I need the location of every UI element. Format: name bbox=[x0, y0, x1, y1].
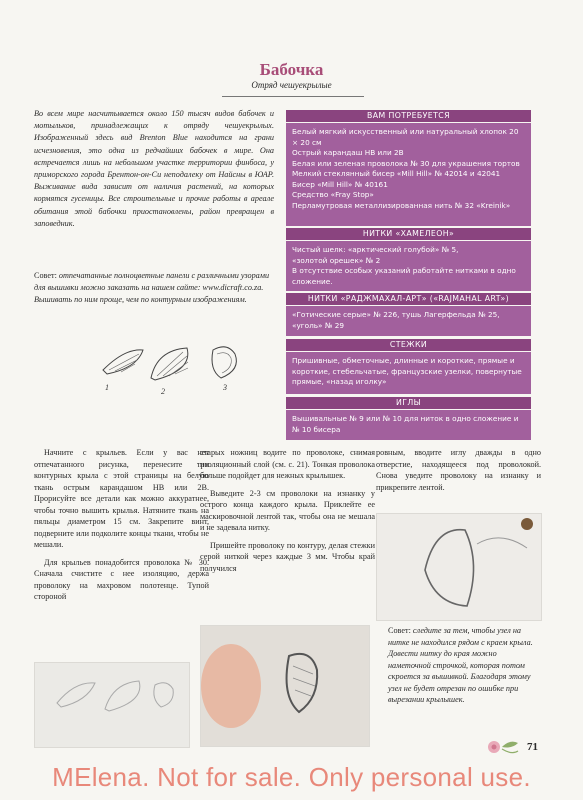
wire-outline-drawing bbox=[201, 626, 371, 748]
tip-top-label: Совет: bbox=[34, 271, 57, 280]
tip-bottom-text: следите за тем, чтобы узел на нитке не находился рядом с краем крыла. Довести нитку до края можно наметочной строчкой, которая потом скроется за вышивкой. Благодаря этому узел не будет отрезан по ошибке при вырезании крылышек. bbox=[388, 626, 533, 704]
stitches-panel bbox=[286, 352, 531, 394]
stitches-item: Пришивные, обметочные, длинные и короткие, прямые и короткие, стебельчатые, французские узелки, повернутые прямые, «назад иголку» bbox=[292, 356, 522, 386]
tip-top bbox=[34, 270, 274, 307]
rajmahal-panel bbox=[286, 306, 531, 336]
materials-item: Острый карандаш НВ или 2В bbox=[292, 148, 404, 157]
needles-item: Вышивальные № 9 или № 10 для ниток в одно сложение и № 10 бисера bbox=[292, 414, 519, 434]
page-number: 71 bbox=[527, 741, 538, 753]
sketch-label-1: 1 bbox=[105, 383, 109, 392]
tip-bottom-label: Совет: bbox=[388, 626, 411, 635]
rajmahal-heading: НИТКИ «РАДЖМАХАЛ-АРТ» («RAJMAHAL ART») bbox=[286, 293, 531, 305]
stitches-heading: СТЕЖКИ bbox=[286, 339, 531, 351]
body-paragraph: Выведите 2-3 см проволоки на изнанку у острого конца каждого крыла. Приклейте ее маскировочной лентой так, чтобы она не мешала и не задевала нитку. bbox=[200, 488, 375, 532]
materials-item: Белый мягкий искусственный или натуральный хлопок 20 × 20 см bbox=[292, 127, 519, 147]
tip-top-text: отпечатанные полноцветные панели с различными узорами для вышивки можно заказать на нашем сайте: www.dicraft.co.za. Вышивать по ним проще, чем по контурным изображениям. bbox=[34, 271, 270, 305]
title-divider bbox=[222, 96, 364, 97]
needles-heading: ИГЛЫ bbox=[286, 397, 531, 409]
threads-item: Чистый шелк: «арктический голубой» № 5, bbox=[292, 245, 459, 254]
sketch-label-2: 2 bbox=[161, 387, 165, 395]
threads-item: В отсутствие особых указаний работайте нитками в одно сложение. bbox=[292, 266, 516, 286]
page-subtitle: Отряд чешуекрылые bbox=[251, 80, 332, 90]
body-paragraph: старых ножниц водите по проволоке, снимая изоляционный слой (см. с. 21). Тонкая проволока больше подойдет для нежных крылышек. bbox=[200, 448, 375, 480]
materials-item: Бисер «Mill Hill» № 40161 bbox=[292, 179, 388, 189]
page-title: Бабочка bbox=[259, 60, 324, 79]
materials-item: Белая или зеленая проволока № 30 для украшения тортов bbox=[292, 158, 520, 168]
rajmahal-item: «уголь» № 29 bbox=[292, 320, 345, 330]
materials-item: Перламутровая металлизированная нить № 32 «Kreinik» bbox=[292, 200, 511, 210]
needles-panel bbox=[286, 410, 531, 440]
sketch-label-3: 3 bbox=[223, 383, 227, 392]
watermark-text: MElena. Not for sale. Only personal use. bbox=[52, 762, 531, 792]
materials-heading: ВАМ ПОТРЕБУЕТСЯ bbox=[286, 110, 531, 122]
flower-ornament-icon bbox=[484, 737, 522, 757]
materials-item: Мелкий стеклянный бисер «Mill Hill» № 42014 и 42041 bbox=[292, 169, 501, 178]
tip-bottom bbox=[388, 625, 536, 706]
body-column-1 bbox=[34, 447, 209, 609]
threads-item: «золотой орешек» № 2 bbox=[292, 255, 381, 265]
materials-item: Средство «Fray Stop» bbox=[292, 190, 374, 199]
body-paragraph: Для крыльев понадобится проволока № 30. Сначала счистите с нее изоляцию, держа проволоку на махровом полотенце. Тупой стороной bbox=[34, 557, 209, 601]
threads-heading: НИТКИ «ХАМЕЛЕОН» bbox=[286, 228, 531, 240]
wing-sketch-illustration bbox=[95, 340, 255, 395]
wire-outline-photo bbox=[200, 625, 370, 747]
wing-embroidery-drawing bbox=[377, 514, 543, 622]
threads-panel bbox=[286, 241, 531, 291]
wing-tracing-drawing bbox=[35, 663, 191, 749]
body-column-3 bbox=[376, 447, 541, 499]
wing-tracing-photo bbox=[34, 662, 190, 748]
wing-embroidery-photo bbox=[376, 513, 542, 621]
body-paragraph: ровным, вводите иглу дважды в одно отверстие, находящееся под проволокой. Снова уведите проволоку на изнанку и прикрепите лентой. bbox=[376, 448, 541, 492]
body-paragraph: Начните с крыльев. Если у вас нет отпечатанного рисунка, перенесите три контурных крыла с этой страницы на белую ткань острым карандашом НВ или 2В. Прорисуйте все детали как можно аккуратнее, чтобы точно вышить крылья. Натяните ткань на пяльцы диаметром 15 см. Закрепите винт, подверните или подколите концы ткани, чтобы не мешали. bbox=[34, 448, 209, 549]
body-paragraph: Пришейте проволоку по контуру, делая стежки серой ниткой через каждые 3 мм. Чтобы край получился bbox=[200, 540, 375, 573]
materials-panel bbox=[286, 123, 531, 226]
body-column-2 bbox=[200, 447, 375, 580]
rajmahal-item: «Готические серые» № 226, тушь Лагерфельда № 25, bbox=[292, 310, 500, 319]
intro-paragraph: Во всем мире насчитывается около 150 тысяч видов бабочек и мотыльков, принадлежащих к отряду чешуекрылых. Изображенный здесь вид Brenton Blue находится на грани исчезновения, это одна из редчайших бабочек в мире. Она встречается лишь на небольшом участке территории финбоса, у приморского города Брентон-он-Си неподалеку от Найсны в ЮАР. Выживание вида зависит от наличия растений, на которых кормятся гусеницы. Все строительные и прочие работы в ареале обитания этой бабочки приостановлены, район превращен в заповедник. bbox=[34, 109, 274, 228]
